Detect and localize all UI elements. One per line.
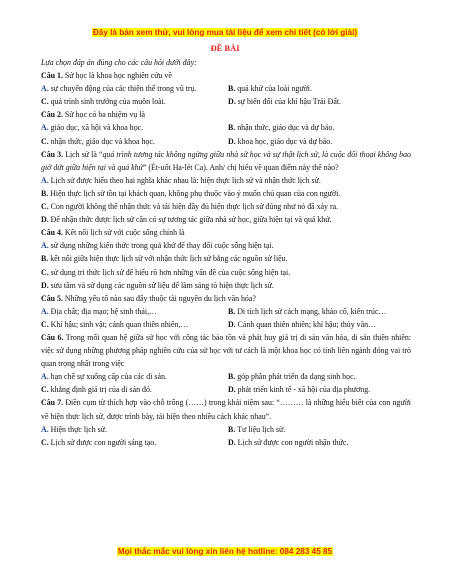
options-row: [41, 305, 411, 318]
question-text: Sử học có ba nhiệm vụ là: [62, 110, 146, 120]
option-c: C. quá trình sinh trưởng của muôn loài.: [41, 97, 166, 107]
question-3: Câu 3. Lịch sử là “quá trình tương tác không ngừng giữa nhà sử học và sự thật lịch sử, là cuộc đối thoại không bao giờ dứt giữa hiện tại và quá khứ” (Ét-uốt Ha-lét Ca). Anh/ chị hiểu về quan điểm này thế nào?: [41, 149, 411, 172]
options-row: [41, 370, 411, 383]
options-row: [41, 436, 411, 449]
option-b: B. Tư liệu lịch sử.: [228, 424, 286, 434]
option-a: A. Hiện thực lịch sử.: [41, 424, 107, 434]
option-c: C. Khí hậu; sinh vật; cảnh quan thiên nhiên,…: [41, 319, 189, 329]
option-d: D. sưu tầm và sử dụng các nguồn sử liệu để làm sáng tỏ hiện thực lịch sử.: [41, 280, 274, 290]
option-b: B. Hiện thực lịch sử tồn tại khách quan, không phụ thuộc vào ý muốn chủ quan của con người.: [41, 188, 341, 198]
options-row: [41, 135, 411, 148]
question-number: Câu 3.: [41, 149, 64, 159]
question-6: [41, 331, 411, 370]
options-row: [41, 318, 411, 331]
option-c: C. nhận thức, giáo dục và khoa học.: [41, 136, 155, 146]
option-a: A. hạn chế sự xuống cấp của các di sản.: [41, 372, 167, 382]
option-c: C. Con người không thể nhận thức và tái hiện đầy đủ hiện thực lịch sử đúng như nó đã xảy ra.: [41, 202, 339, 212]
question-text: Sử học là khoa học nghiên cứu về: [62, 71, 172, 81]
question-5: [41, 292, 411, 305]
question-number: Câu 7.: [41, 398, 64, 408]
option-b: B. kết nối giữa hiện thực lịch sử với nhận thức lịch sử bằng các nguồn sử liệu.: [41, 254, 288, 264]
question-text: Điền cụm từ thích hợp vào chỗ trống (……) trong khái niệm sau: “……… là những hiểu biết của con người về hiện thực lịch sử, được trình bày, tái hiện theo nhiều cách khác nhau”.: [41, 398, 411, 421]
preview-banner: [0, 28, 450, 37]
option-c: C. sử dụng tri thức lịch sử để hiểu rõ hơn những vấn đề của cuộc sống hiện tại.: [41, 267, 291, 277]
options-row: [41, 383, 411, 396]
options-row: [41, 95, 411, 108]
option-d: D. Cảnh quan thiên nhiên; khí hậu; thủy văn…: [228, 319, 376, 329]
question-text: Những yếu tố nào sau đây thuộc tài nguyên du lịch văn hóa?: [62, 293, 256, 303]
options-row: [41, 121, 411, 134]
option-b: B. nhận thức, giáo dục và dự báo.: [228, 123, 335, 133]
page-title: ĐỀ BÀI: [210, 43, 240, 53]
option-d: D. phát triển kinh tế - xã hội của địa phương.: [228, 385, 371, 395]
option-b: B. Di tích lịch sử cách mạng, khảo cổ, kiến trúc…: [228, 306, 387, 316]
question-number: Câu 1.: [41, 71, 63, 81]
option-d: D. khoa học, giáo dục và dự báo.: [228, 136, 333, 146]
preview-banner-text: Đây là bản xem thử, vui lòng mua tài liệu để xem chi tiết (có lời giải): [92, 28, 358, 37]
question-1: [41, 69, 411, 82]
question-4: [41, 226, 411, 239]
quotation: quá trình tương tác không ngừng giữa nhà sử học và sự thật lịch sử, là cuộc đối thoại không bao giờ dứt giữa hiện tại và quá khứ: [41, 149, 411, 172]
question-number: Câu 6.: [41, 332, 64, 342]
option-a: A. giáo dục, xã hội và khoa học.: [41, 123, 144, 133]
question-2: [41, 108, 411, 121]
option-b: B. quá khứ của loài người.: [228, 84, 312, 94]
question-text: Trong mối quan hệ giữa sử học với công tác bảo tồn và phát huy giá trị di sản văn hóa, di sản thiên nhiên: việc sử dụng những phương pháp nghiên cứu của sử học với tư cách là một khoa học có tính liên ngành đóng vai trò quan trọng nhất trong việc: [41, 332, 411, 369]
question-text: Kết nối lịch sử với cuộc sống chính là: [62, 228, 185, 238]
options-row: [41, 82, 411, 95]
option-d: D. Lịch sử được con người nhận thức.: [228, 437, 349, 447]
question-number: Câu 2.: [41, 110, 63, 120]
hotline-banner: [0, 547, 450, 556]
option-c: C. khẳng định giá trị của di sản đó.: [41, 385, 152, 395]
option-d: D. sự biến đổi của khí hậu Trái Đất.: [228, 97, 341, 107]
option-a: A. Lịch sử được hiểu theo hai nghĩa khác nhau là: hiện thực lịch sử và nhận thức lịch sử.: [41, 175, 321, 185]
option-a: A. sử dụng những kiến thức trong quá khứ để thay đổi cuộc sống hiện tại.: [41, 241, 274, 251]
option-a: A. Địa chất; địa mạo; hệ sinh thái,…: [41, 306, 157, 316]
question-number: Câu 5.: [41, 293, 63, 303]
hotline-text: Mọi thắc mắc vui lòng xin liên hệ hotline: 084 283 45 85: [117, 547, 333, 556]
option-d: D. Để nhận thức được lịch sử cần có sự tương tác giữa nhà sử học, giữa hiện tại và quá khứ.: [41, 215, 332, 225]
question-number: Câu 4.: [41, 228, 63, 238]
option-a: A. sự chuyển động của các thiên thể trong vũ trụ.: [41, 84, 197, 94]
option-c: C. Lịch sử được con người sáng tạo.: [41, 437, 157, 447]
question-7: [41, 396, 411, 422]
question-list: [41, 56, 411, 449]
option-b: B. góp phần phát triển đa dạng sinh học.: [228, 372, 356, 382]
options-row: [41, 423, 411, 436]
instruction: Lựa chọn đáp án đúng cho các câu hỏi dưới đây:: [41, 58, 197, 67]
